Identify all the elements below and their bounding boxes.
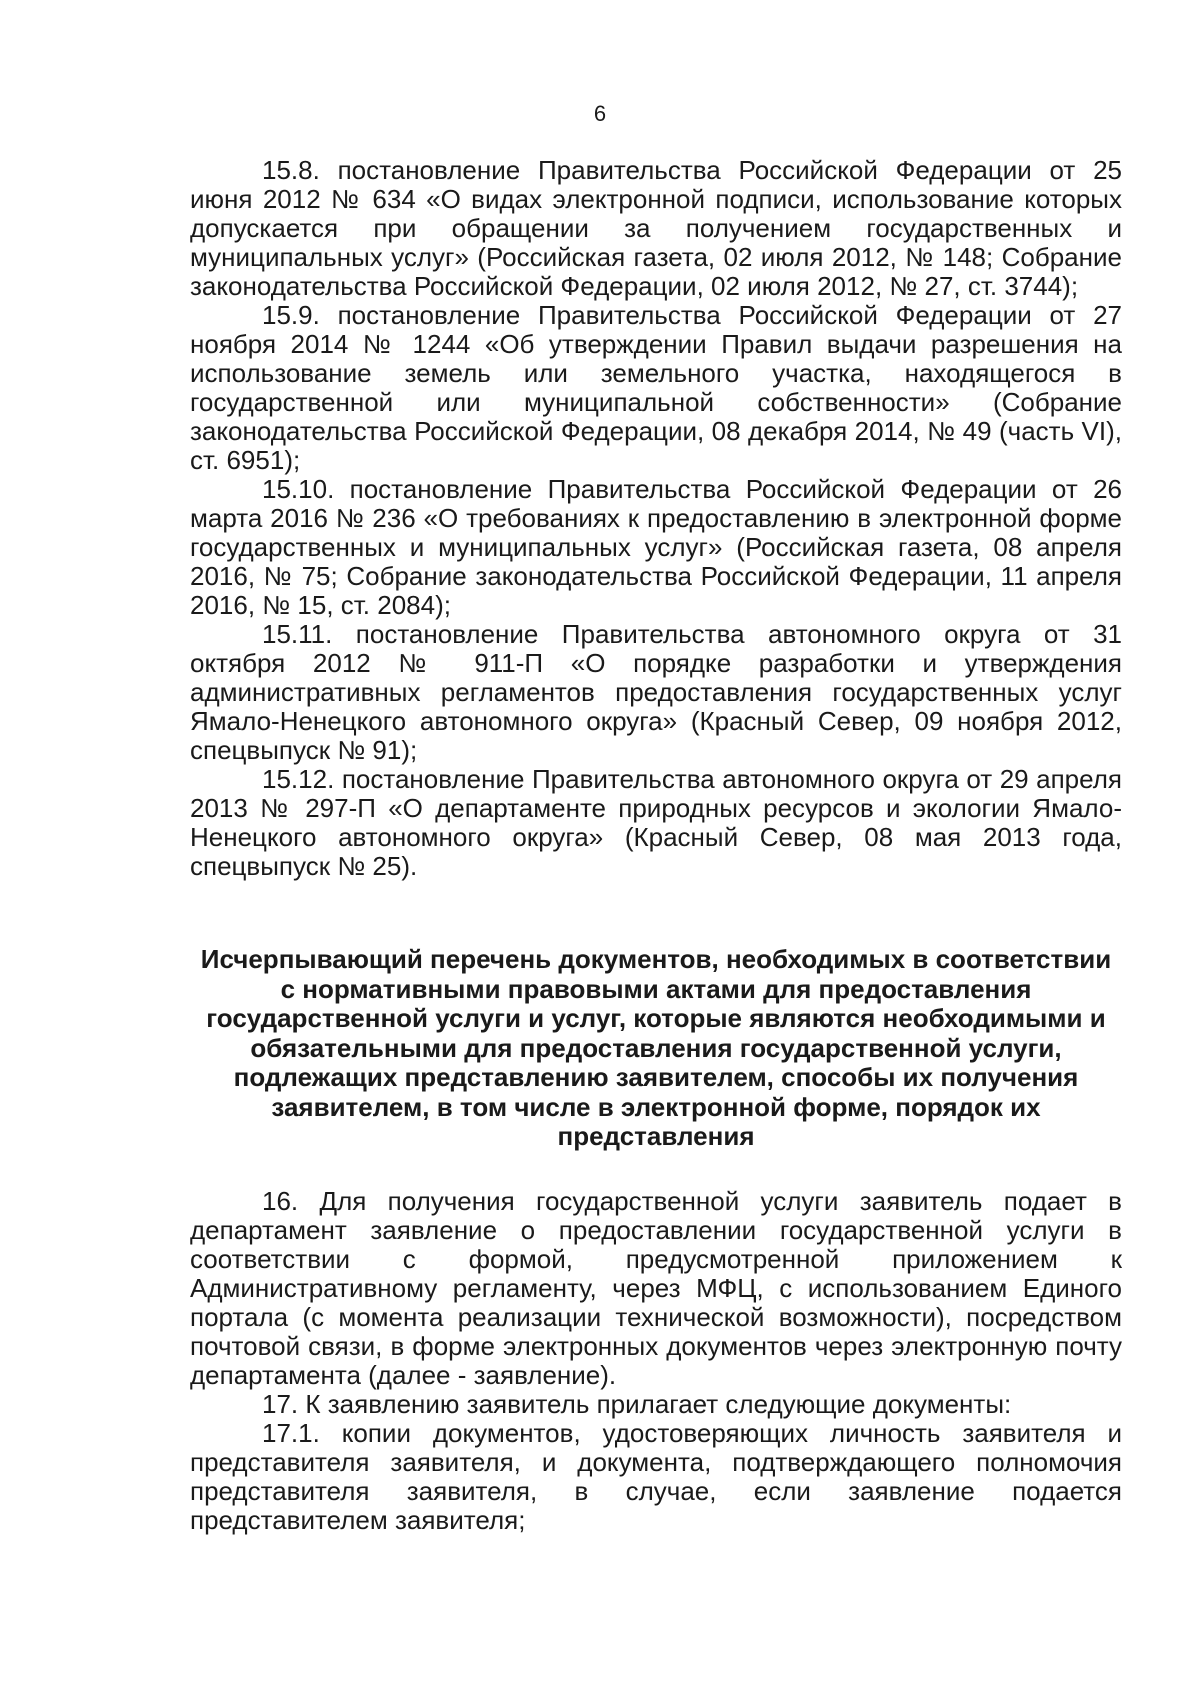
paragraph-16: 16. Для получения государственной услуги заявитель подает в департамент заявление о предоставлении государственной услуги в соответствии с формой, предусмотренной приложением к Административному регламенту, через МФЦ, с использованием Единого портала (с момента реализации технической возможности), посредством почтовой связи, в форме электронных документов через электронную почту департамента (далее - заявление). — [190, 1186, 1122, 1390]
paragraph-17: 17. К заявлению заявитель прилагает следующие документы: — [262, 1389, 1012, 1419]
paragraph-15-12: 15.12. постановление Правительства автономного округа от 29 апреля 2013 № 297-П «О департаменте природных ресурсов и экологии Ямало-Ненецкого автономного округа» (Красный Север, 08 мая 2013 года, спецвыпуск № 25). — [190, 764, 1122, 881]
section-heading — [190, 945, 1122, 1152]
paragraph-15-8: 15.8. постановление Правительства Российской Федерации от 25 июня 2012 № 634 «О видах электронной подписи, использование которых допускается при обращении за получением государственных и муниципальных услуг» (Российская газета, 02 июля 2012, № 148; Собрание законодательства Российской Федерации, 02 июля 2012, № 27, ст. 3744); — [190, 155, 1122, 301]
section-heading-text: Исчерпывающий перечень документов, необходимых в соответствии с нормативными правовыми актами для предоставления государственной услуги и услуг, которые являются необходимыми и обязательными для предоставления государственной услуги, подлежащих представлению заявителем, способы их получения заявителем, в том числе в электронной форме, порядок их представления — [200, 944, 1112, 1151]
paragraph-15-11: 15.11. постановление Правительства автономного округа от 31 октября 2012 № 911-П «О порядке разработки и утверждения административных регламентов предоставления государственных услуг Ямало-Ненецкого автономного округа» (Красный Север, 09 ноября 2012, спецвыпуск № 91); — [190, 619, 1122, 765]
documents-list — [190, 1187, 1122, 1535]
paragraph-15-9: 15.9. постановление Правительства Российской Федерации от 27 ноября 2014 № 1244 «Об утверждении Правил выдачи разрешения на использование земель или земельного участка, находящегося в государственной или муниципальной собственности» (Собрание законодательства Российской Федерации, 08 декабря 2014, № 49 (часть VI), ст. 6951); — [190, 300, 1122, 475]
page-number: 6 — [593, 101, 607, 126]
legal-acts-list — [190, 156, 1122, 881]
paragraph-15-10: 15.10. постановление Правительства Российской Федерации от 26 марта 2016 № 236 «О требованиях к предоставлению в электронной форме государственных и муниципальных услуг» (Российская газета, 08 апреля 2016, № 75; Собрание законодательства Российской Федерации, 11 апреля 2016, № 15, ст. 2084); — [190, 474, 1122, 620]
paragraph-17-1: 17.1. копии документов, удостоверяющих личность заявителя и представителя заявителя, и документа, подтверждающего полномочия представителя заявителя, в случае, если заявление подается представителем заявителя; — [190, 1418, 1122, 1535]
